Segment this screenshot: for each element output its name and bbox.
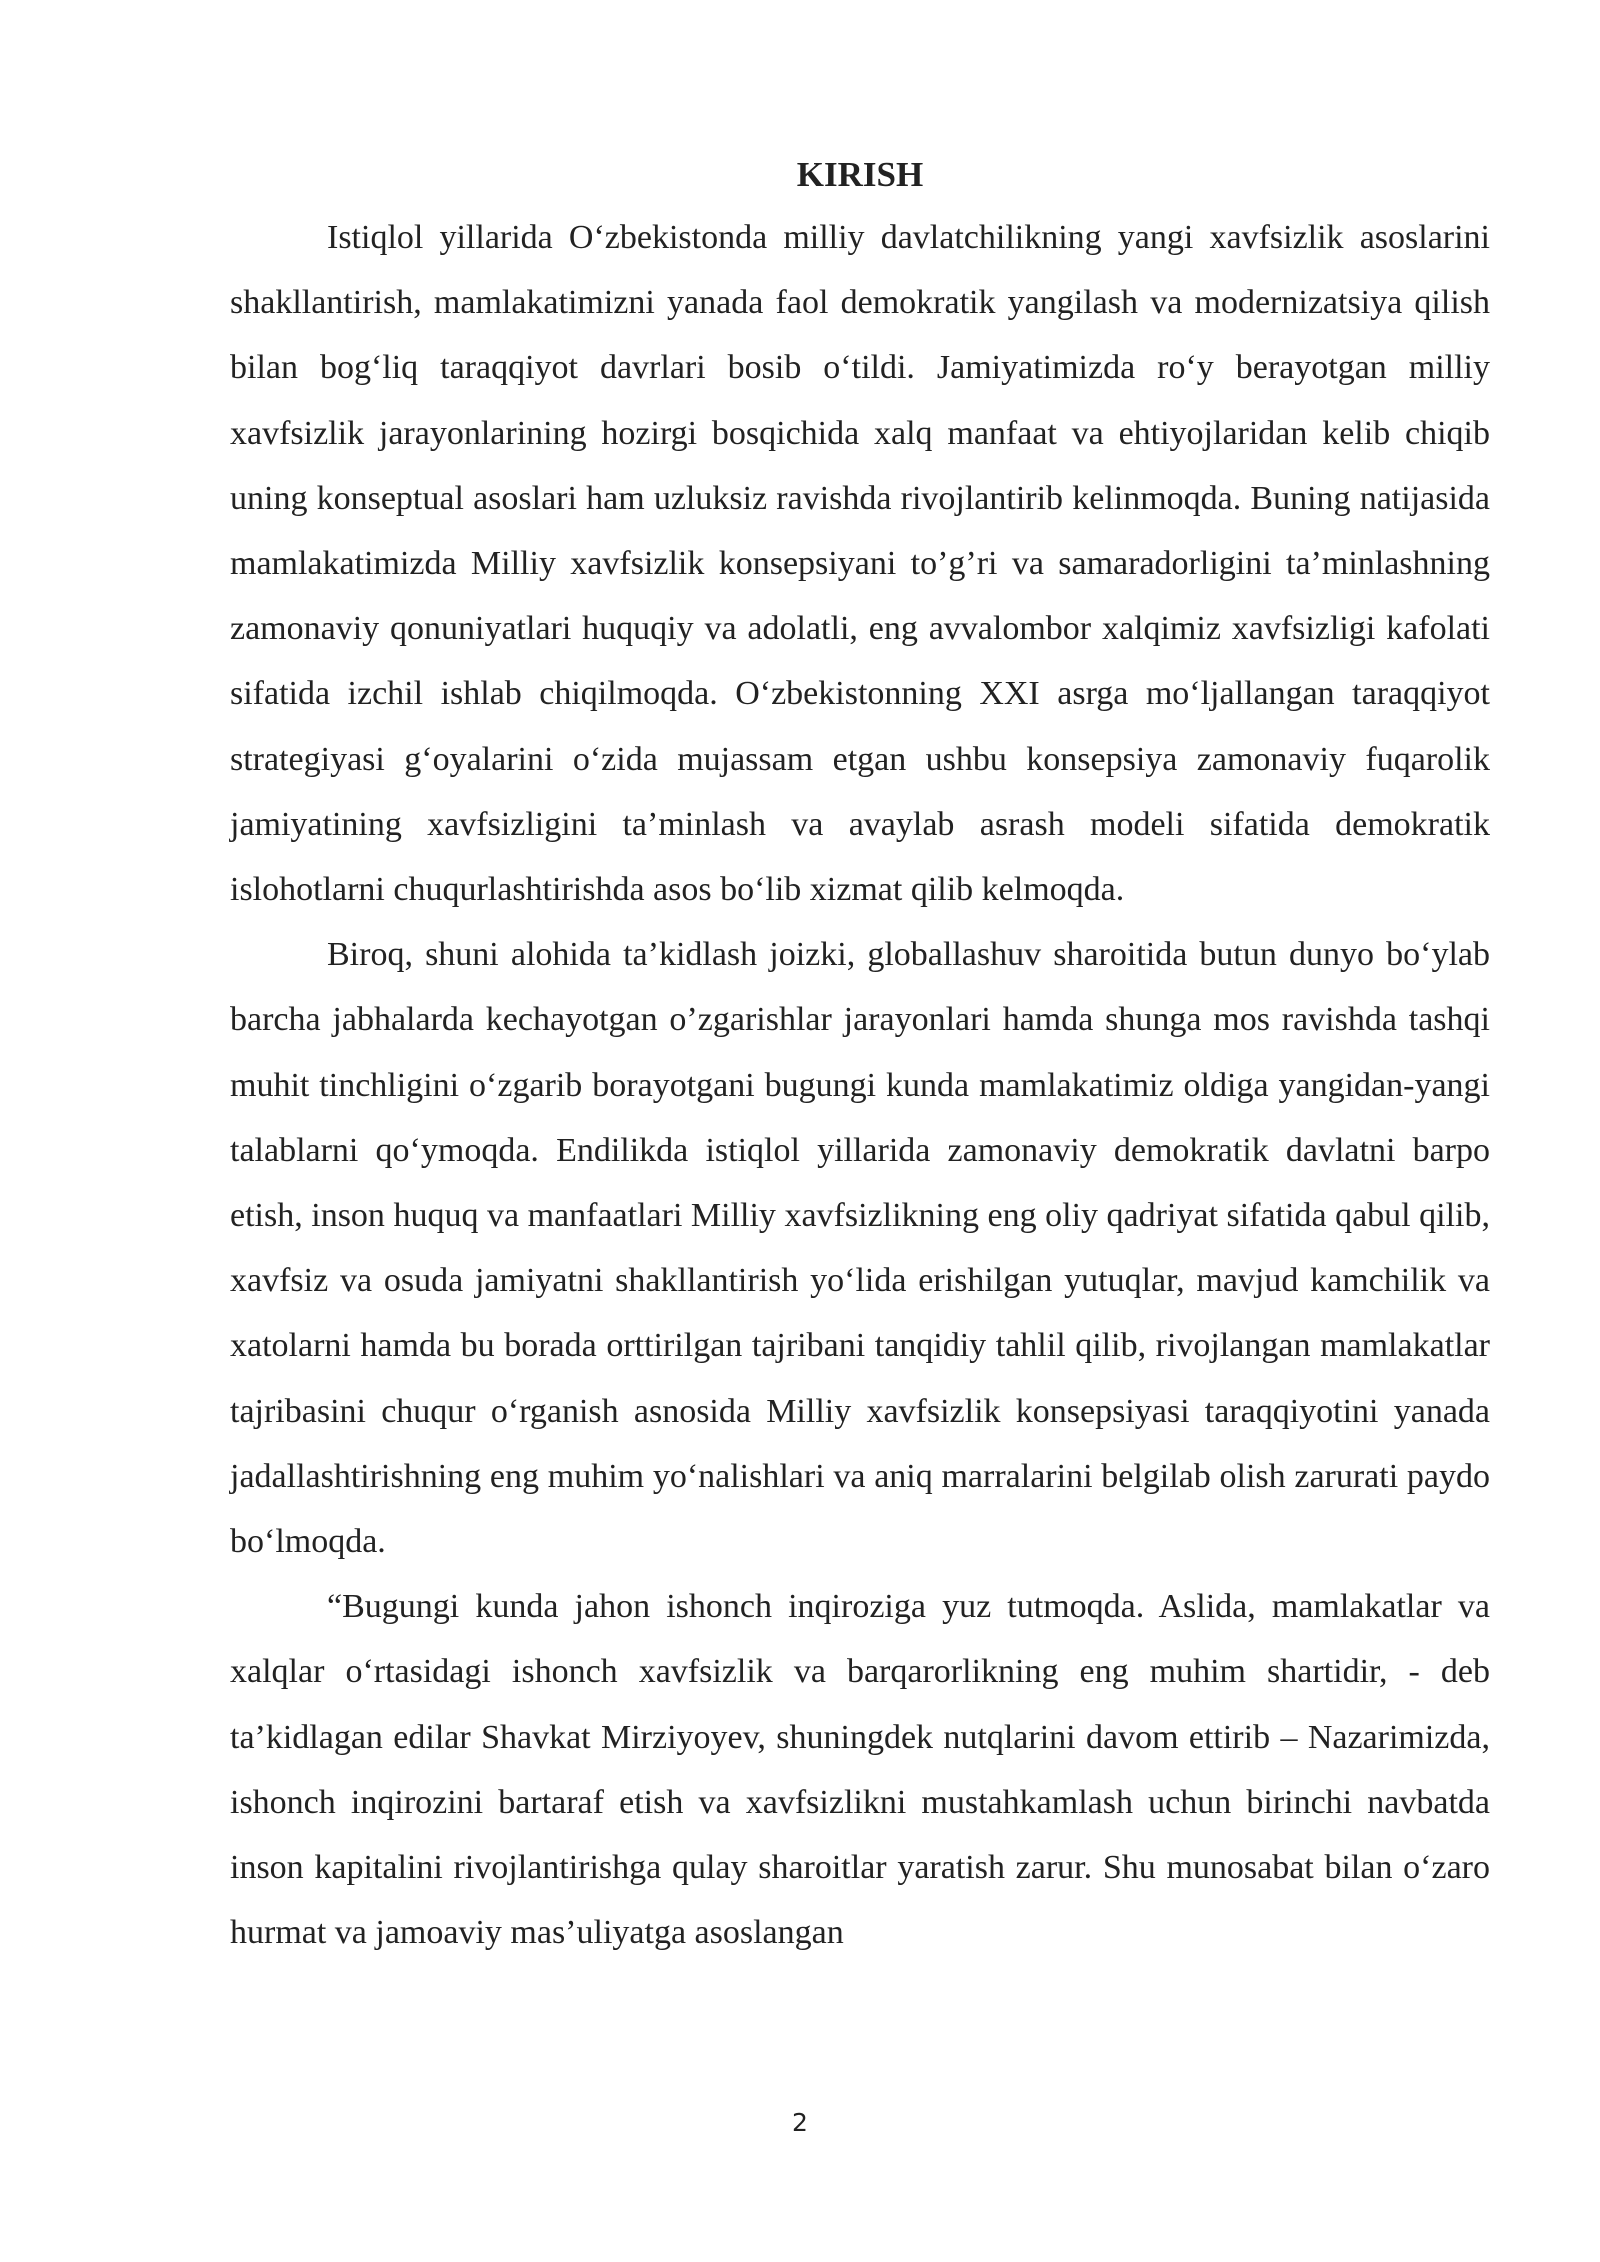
document-title: KIRISH [796, 155, 924, 194]
page-number: 2 [792, 2108, 808, 2137]
paragraph-quote: “Bugungi kunda jahon ishonch inqiroziga yuz tutmoqda. Aslida, mamlakatlar va xalqlar o‘rtasidagi ishonch xavfsizlik va barqarorlikning eng muhim shartidir, - deb ta’kidlagan edilar Shavkat Mirziyoyev, shuningdek nutqlarini davom ettirib – Nazarimizda, ishonch inqirozini bartaraf etish va xavfsizlikni mustahkamlash uchun birinchi navbatda inson kapitalini rivojlantirishga qulay sharoitlar yaratish zarur. Shu munosabat bilan o‘zaro hurmat va jamoaviy mas’uliyatga asoslangan [230, 1588, 1490, 1952]
paragraph-intro: Istiqlol yillarida O‘zbekistonda milliy davlatchilikning yangi xavfsizlik asoslarini shakllantirish, mamlakatimizni yanada faol demokratik yangilash va modernizatsiya qilish bilan bog‘liq taraqqiyot davrlari bosib o‘tildi. Jamiyatimizda ro‘y berayotgan milliy xavfsizlik jarayonlarining hozirgi bosqichida xalq manfaat va ehtiyojlaridan kelib chiqib uning konseptual asoslari ham uzluksiz ravishda rivojlantirib kelinmoqda. Buning natijasida mamlakatimizda Milliy xavfsizlik konsepsiyani to’g’ri va samaradorligini ta’minlashning zamonaviy qonuniyatlari huquqiy va adolatli, eng avvalombor xalqimiz xavfsizligi kafolati sifatida izchil ishlab chiqilmoqda. O‘zbekistonning XXI asrga mo‘ljallangan taraqqiyot strategiyasi g‘oyalarini o‘zida mujassam etgan ushbu konsepsiya zamonaviy fuqarolik jamiyatining xavfsizligini ta’minlash va avaylab asrash modeli sifatida demokratik islohotlarni chuqurlashtirishda asos bo‘lib xizmat qilib kelmoqda. [230, 219, 1490, 909]
document-body [230, 145, 1490, 1965]
paragraph-globalization: Biroq, shuni alohida ta’kidlash joizki, globallashuv sharoitida butun dunyo bo‘ylab barcha jabhalarda kechayotgan o’zgarishlar jarayonlari hamda shunga mos ravishda tashqi muhit tinchligini o‘zgarib borayotgani bugungi kunda mamlakatimiz oldiga yangidan-yangi talablarni qo‘ymoqda. Endilikda istiqlol yillarida zamonaviy demokratik davlatni barpo etish, inson huquq va manfaatlari Milliy xavfsizlikning eng oliy qadriyat sifatida qabul qilib, xavfsiz va osuda jamiyatni shakllantirish yo‘lida erishilgan yutuqlar, mavjud kamchilik va xatolarni hamda bu borada orttirilgan tajribani tanqidiy tahlil qilib, rivojlangan mamlakatlar tajribasini chuqur o‘rganish asnosida Milliy xavfsizlik konsepsiyasi taraqqiyotini yanada jadallashtirishning eng muhim yo‘nalishlari va aniq marralarini belgilab olish zarurati paydo bo‘lmoqda. [230, 936, 1490, 1561]
